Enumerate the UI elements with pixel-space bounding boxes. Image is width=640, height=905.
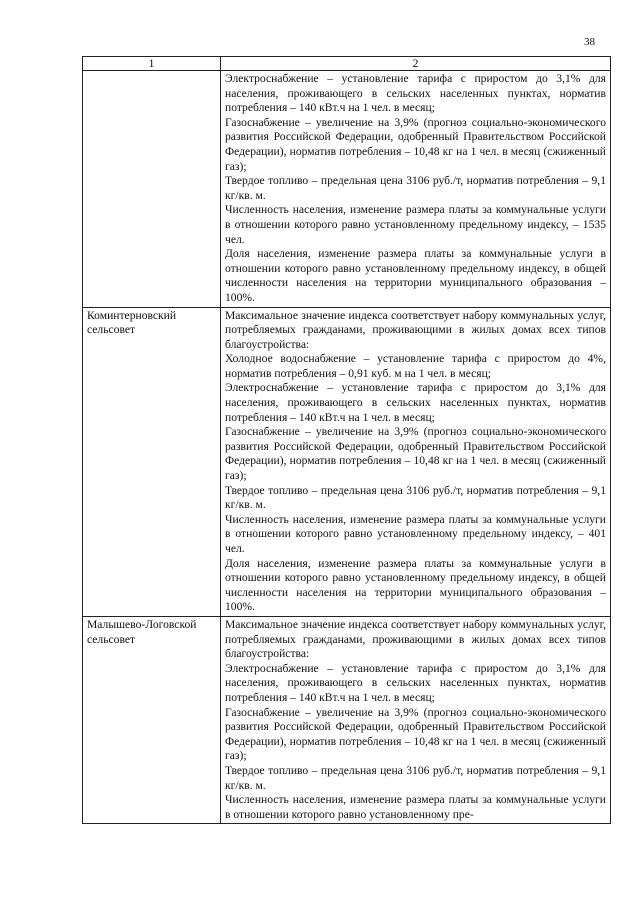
description-cell [221,307,611,616]
description-cell [221,616,611,823]
paragraph: Численность населения, изменение размера платы за коммунальные услуги в отношении которого равно установленному пре- [225,793,606,821]
page-number: 38 [584,36,595,48]
paragraph: Электроснабжение – установление тарифа с приростом до 3,1% для населения, проживающего в сельских населенных пунктах, норматив потребления – 140 кВт.ч на 1 чел. в месяц; [225,381,606,424]
paragraph: Газоснабжение – увеличение на 3,9% (прогноз социально-экономического развития Российской Федерации, одобренный Правительством Российской Федерации), норматив потребления – 10,48 кг на 1 чел. в месяц (сжиженный газ); [225,425,606,483]
paragraph: Численность населения, изменение размера платы за коммунальные услуги в отношении которого равно установленному предельному индексу, – 1535 чел. [225,203,606,246]
municipality-name [83,71,221,308]
paragraph: Электроснабжение – установление тарифа с приростом до 3,1% для населения, проживающего в сельских населенных пунктах, норматив потребления – 140 кВт.ч на 1 чел. в месяц; [225,661,606,704]
table-row [83,307,611,616]
header-row [83,57,611,71]
column-header-2: 2 [221,57,611,71]
description-cell [221,71,611,308]
paragraph: Доля населения, изменение размера платы за коммунальные услуги в отношении которого равно установленному предельному индексу, в общей численности населения на территории муниципального образования – 100%. [225,247,606,304]
tariff-table [82,56,611,824]
paragraph: Численность населения, изменение размера платы за коммунальные услуги в отношении которого равно установленному предельному индексу, – 401 чел. [225,512,606,555]
paragraph: Газоснабжение – увеличение на 3,9% (прогноз социально-экономического развития Российской Федерации, одобренный Правительством Российской Федерации), норматив потребления – 10,48 кг на 1 чел. в месяц (сжиженный газ); [225,115,606,173]
paragraph: Твердое топливо – предельная цена 3106 руб./т, норматив потребления – 9,1 кг/кв. м. [225,763,606,792]
table-row [83,71,611,308]
paragraph: Твердое топливо – предельная цена 3106 руб./т, норматив потребления – 9,1 кг/кв. м. [225,483,606,512]
paragraph: Твердое топливо – предельная цена 3106 руб./т, норматив потребления – 9,1 кг/кв. м. [225,174,606,202]
paragraph: Максимальное значение индекса соответствует набору коммунальных услуг, потребляемых гражданами, проживающими в жилых домах всех типов благоустройства: [225,617,606,661]
paragraph: Холодное водоснабжение – установление тарифа с приростом до 4%, норматив потребления – 0,91 куб. м на 1 чел. в месяц; [225,352,606,380]
paragraph: Газоснабжение – увеличение на 3,9% (прогноз социально-экономического развития Российской Федерации, одобренный Правительством Российской Федерации), норматив потребления – 10,48 кг на 1 чел. в месяц (сжиженный газ); [225,705,606,763]
table-row [83,616,611,823]
municipality-name: Малышево-Логовской сельсовет [83,616,221,823]
paragraph: Максимальное значение индекса соответствует набору коммунальных услуг, потребляемых гражданами, проживающими в жилых домах всех типов благоустройства: [225,308,606,351]
municipality-name: Коминтерновский сельсовет [83,307,221,616]
column-header-1: 1 [83,57,221,71]
paragraph: Электроснабжение – установление тарифа с приростом до 3,1% для населения, проживающего в сельских населенных пунктах, норматив потребления – 140 кВт.ч на 1 чел. в месяц; [225,72,606,115]
paragraph: Доля населения, изменение размера платы за коммунальные услуги в отношении которого равно установленному предельному индексу, в общей численности населения на территории муниципального образования – 100%. [225,556,606,614]
